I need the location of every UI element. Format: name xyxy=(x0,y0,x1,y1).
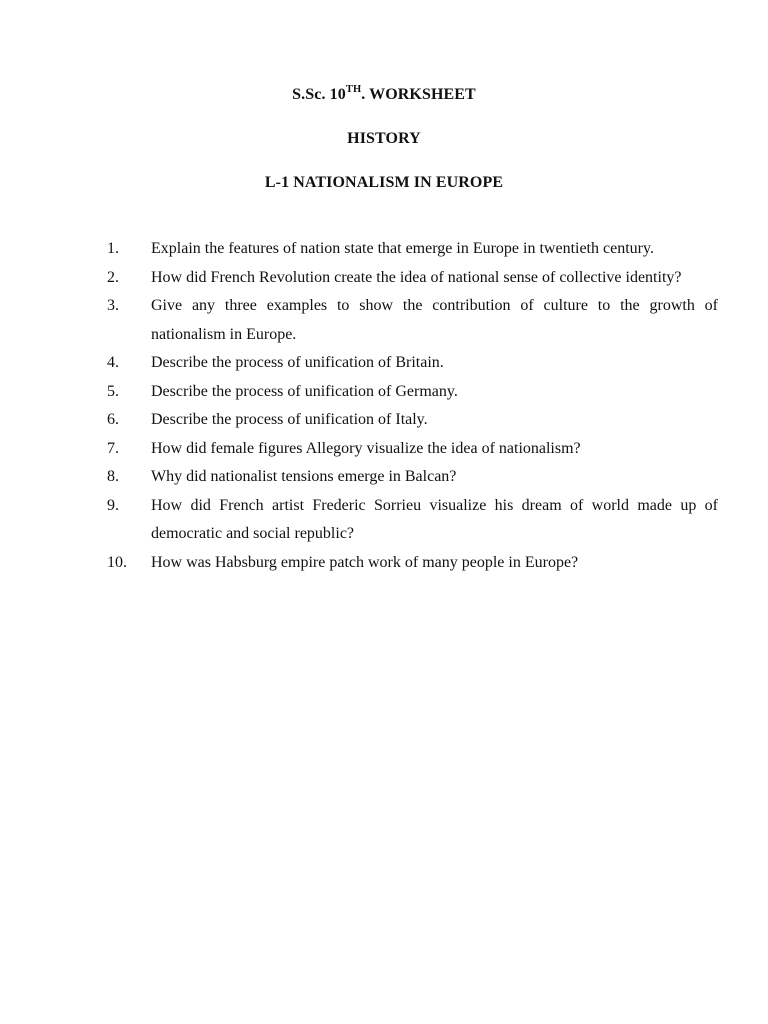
title-suffix: . WORKSHEET xyxy=(361,86,476,103)
question-number: 4. xyxy=(107,354,119,371)
chapter-heading: L-1 NATIONALISM IN EUROPE xyxy=(264,174,504,191)
question-number: 5. xyxy=(107,382,119,400)
question-item xyxy=(107,406,718,435)
question-item xyxy=(107,378,718,407)
question-list xyxy=(107,235,718,577)
question-text: How did French artist Frederic Sorrieu visualize his dream of world made up of democratic and social republic? xyxy=(151,496,718,542)
question-number: 7. xyxy=(107,439,119,457)
title-superscript: TH xyxy=(345,83,362,95)
question-item xyxy=(107,492,718,549)
question-item xyxy=(107,292,718,349)
question-number: 1. xyxy=(107,240,119,257)
question-number: 2. xyxy=(107,268,119,286)
question-text: Give any three examples to show the contribution of culture to the growth of nationalism in Europe. xyxy=(151,297,718,343)
question-text: How was Habsburg empire patch work of many people in Europe? xyxy=(151,553,579,571)
question-text: How did French Revolution create the idea of national sense of collective identity? xyxy=(151,268,682,286)
question-text: Describe the process of unification of Germany. xyxy=(151,382,458,400)
question-item xyxy=(107,264,718,293)
question-item xyxy=(107,435,718,464)
question-text: Describe the process of unification of Britain. xyxy=(151,354,444,371)
question-number: 9. xyxy=(107,496,119,514)
question-item xyxy=(107,349,718,378)
question-number: 10. xyxy=(107,553,127,571)
question-text: How did female figures Allegory visualize the idea of nationalism? xyxy=(151,439,581,457)
question-item xyxy=(107,235,718,264)
question-number: 3. xyxy=(107,297,119,314)
question-number: 6. xyxy=(107,411,119,428)
subject-heading: HISTORY xyxy=(347,130,421,147)
title-prefix: S.Sc. 10 xyxy=(292,86,346,103)
question-text: Describe the process of unification of Italy. xyxy=(151,411,428,428)
worksheet-title xyxy=(0,85,768,105)
question-number: 8. xyxy=(107,468,119,485)
question-text: Why did nationalist tensions emerge in Balcan? xyxy=(151,468,457,485)
question-item xyxy=(107,463,718,492)
question-item xyxy=(107,549,718,578)
question-text: Explain the features of nation state that emerge in Europe in twentieth century. xyxy=(151,240,654,257)
